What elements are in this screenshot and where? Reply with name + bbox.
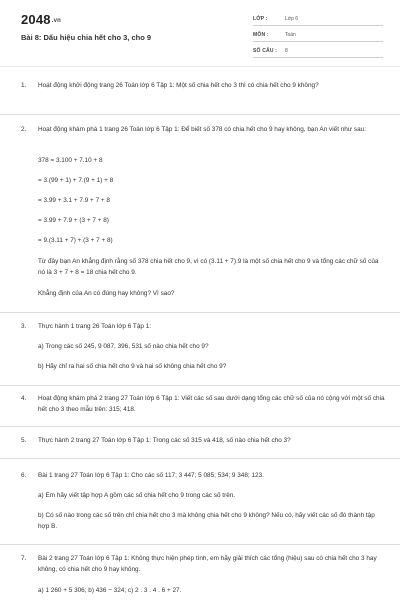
sub-question-a: a) Em hãy viết tập hợp A gồm các số chia hết cho 9 trong các số trên. <box>38 492 236 499</box>
step-line: = 3.(99 + 1) + 7.(9 + 1) + 8 <box>38 177 114 184</box>
info-value: Lớp 6 <box>285 16 299 22</box>
question-6 <box>21 470 386 481</box>
question-number: 7. <box>21 555 27 562</box>
question-text: Hoạt động khởi động trang 26 Toán lớp 6 Tập 1: Một số chia hết cho 3 thì có chia hết cho 9 không? <box>38 82 319 89</box>
question-number: 1. <box>21 82 27 89</box>
question-1 <box>21 80 386 91</box>
question-number: 4. <box>21 395 27 402</box>
logo-text: 2048 <box>21 12 51 27</box>
divider <box>0 544 400 545</box>
info-row-class <box>253 12 383 26</box>
question-4 <box>21 393 386 415</box>
divider <box>0 312 400 313</box>
question-number: 2. <box>21 126 27 133</box>
divider <box>0 426 400 427</box>
sub-question-b: b) Hãy chỉ ra hai số chia hết cho 9 và hai số không chia hết cho 9? <box>38 363 227 370</box>
sub-question-a: a) Trong các số 245, 9 087, 396, 531 số nào chia hết cho 9? <box>38 343 209 350</box>
question-2 <box>21 124 386 135</box>
info-key: LỚP : <box>253 16 268 22</box>
question-text: Hoạt động khám phá 1 trang 26 Toán lớp 6 Tập 1: Để biết số 378 có chia hết cho 9 hay không, bạn An viết như sau: <box>38 126 366 133</box>
question-number: 5. <box>21 437 27 444</box>
logo-domain: .vn <box>51 17 62 24</box>
question-text: Hoạt động khám phá 2 trang 27 Toán lớp 6 Tập 1: Viết các số sau dưới dạng tổng các chữ số của nó cộng với một số chia hết cho 3 theo mẫu trên: 315; 418. <box>38 395 385 413</box>
question-text: Bài 2 trang 27 Toán lớp 6 Tập 1: Không thực hiện phép tính, em hãy giải thích các tổng (hiệu) sau có chia hết cho 3 hay không, có chia hết cho 9 hay không. <box>38 555 377 573</box>
step-line: = 3.99 + 7.9 + (3 + 7 + 8) <box>38 217 109 224</box>
lesson-title: Bài 8: Dấu hiệu chia hết cho 3, cho 9 <box>21 33 152 42</box>
site-logo[interactable] <box>21 12 61 27</box>
step-line: 378 = 3.100 + 7.10 + 8 <box>38 157 103 164</box>
divider <box>0 385 400 386</box>
question-number: 6. <box>21 472 27 479</box>
question-7 <box>21 553 386 575</box>
info-row-subject <box>253 28 383 42</box>
sub-question: Khẳng định của An có đúng hay không? Vì sao? <box>38 290 175 297</box>
info-value: 8 <box>285 48 288 54</box>
divider <box>0 114 400 115</box>
question-5 <box>21 435 386 446</box>
step-line: = 9.(3.11 + 7) + (3 + 7 + 8) <box>38 237 113 244</box>
divider <box>0 458 400 459</box>
info-key: SỐ CÂU : <box>253 48 278 54</box>
question-text: Thực hành 2 trang 27 Toán lớp 6 Tập 1: Trong các số 315 và 418, số nào chia hết cho 3? <box>38 437 291 444</box>
question-text: Bài 1 trang 27 Toán lớp 6 Tập 1: Cho các số 117; 3 447; 5 085; 534; 9 348; 123. <box>38 472 264 479</box>
info-key: MÔN : <box>253 32 269 38</box>
answer-options: a) 1 260 + 5 306; b) 436 − 324; c) 2 . 3 . 4 . 6 + 27. <box>38 587 182 594</box>
question-text: Thực hành 1 trang 26 Toán lớp 6 Tập 1: <box>38 323 152 330</box>
info-value: Toán <box>285 32 296 38</box>
step-line: = 3.99 + 3.1 + 7.9 + 7 + 8 <box>38 197 110 204</box>
page-header <box>0 0 400 64</box>
header-divider <box>0 66 400 67</box>
info-row-count <box>253 44 383 58</box>
question-number: 3. <box>21 323 27 330</box>
conclusion-text: Từ đây bạn An khẳng định rằng số 378 chia hết cho 9, vì có (3.11 + 7).9 là một số chia hết cho 9 và tổng các chữ số của nó là 3 + 7 + 8 = 18 chia hết cho 9. <box>38 258 379 276</box>
question-3 <box>21 321 386 332</box>
sub-question-b: b) Có số nào trong các số trên chỉ chia hết cho 3 mà không chia hết cho 9 không? Nếu có, hãy viết các số đó thành tập hợp B. <box>38 512 375 530</box>
